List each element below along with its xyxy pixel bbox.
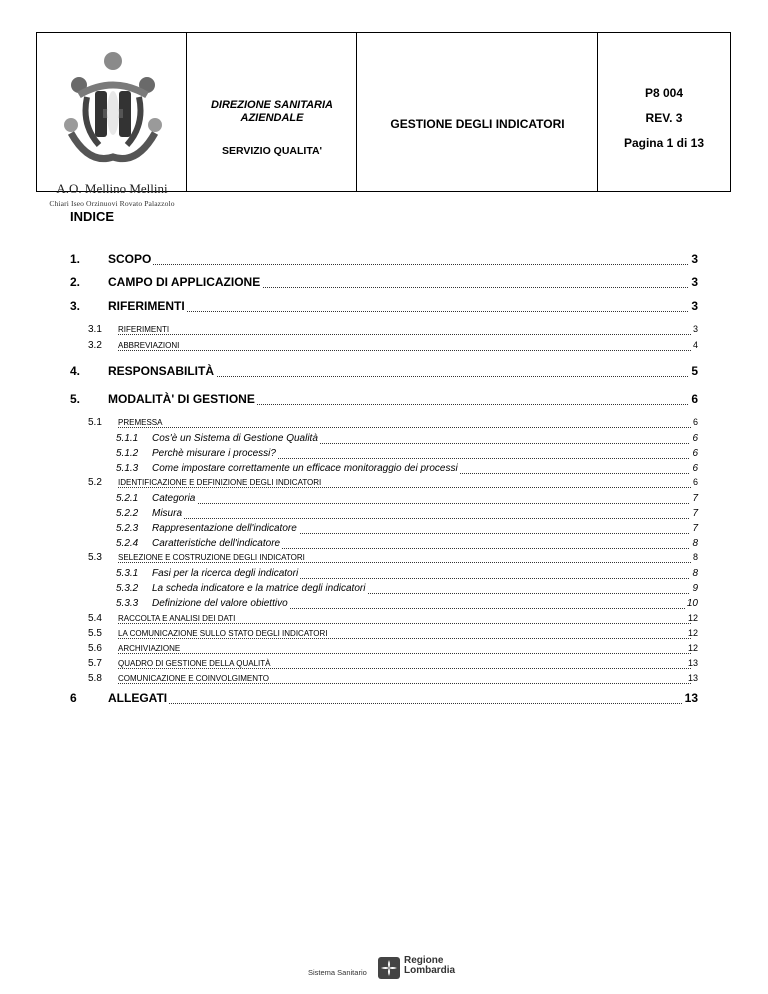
toc-leader-dots xyxy=(118,350,691,351)
toc-entry[interactable] xyxy=(0,478,768,492)
toc-leader-dots xyxy=(152,503,691,504)
toc-entry[interactable] xyxy=(0,508,768,522)
toc-entry[interactable] xyxy=(0,598,768,612)
toc-entry-number: 5.1.1 xyxy=(116,433,139,444)
title-cell xyxy=(357,33,598,191)
toc-entry[interactable] xyxy=(0,392,768,406)
toc-entry-number: 5.3 xyxy=(88,552,102,563)
toc-entry-title: QUADRO DI GESTIONE DELLA QUALITÀ xyxy=(118,659,271,668)
toc-entry-number: 5.3.1 xyxy=(116,568,139,579)
document-header xyxy=(36,32,731,208)
toc-leader-dots xyxy=(118,427,691,428)
toc-entry-title: RACCOLTA E ANALISI DEI DATI xyxy=(118,614,236,623)
toc-entry-number: 5.1.3 xyxy=(116,463,139,474)
toc-entry-page: 4 xyxy=(692,340,698,350)
toc-entry-page: 13 xyxy=(684,691,698,705)
toc-leader-dots xyxy=(118,668,691,669)
toc-entry-page: 6 xyxy=(692,448,698,459)
toc-leader-dots xyxy=(118,334,691,335)
hospital-logo-icon xyxy=(59,45,167,175)
toc-entry-title: Come impostare correttamente un efficace monitoraggio dei processi xyxy=(152,463,458,474)
toc-entry[interactable] xyxy=(0,463,768,477)
toc-entry-title: RESPONSABILITÀ xyxy=(108,364,215,378)
toc-entry-title: Definizione del valore obiettivo xyxy=(152,598,288,609)
toc-entry-page: 7 xyxy=(692,523,698,534)
revision-label: REV. 3 xyxy=(645,111,683,125)
toc-entry[interactable] xyxy=(0,629,768,643)
footer-region-line-2: Lombardia xyxy=(404,965,456,976)
service-label: SERVIZIO QUALITA' xyxy=(221,145,323,157)
toc-entry-page: 13 xyxy=(687,658,698,668)
toc-entry[interactable] xyxy=(0,418,768,432)
toc-entry-page: 13 xyxy=(687,673,698,683)
toc-entry-number: 3. xyxy=(70,299,81,313)
toc-entry[interactable] xyxy=(0,433,768,447)
toc-entry-page: 6 xyxy=(692,433,698,444)
toc-entry-page: 12 xyxy=(687,628,698,638)
toc-entry-title: CAMPO DI APPLICAZIONE xyxy=(108,275,261,289)
toc-entry[interactable] xyxy=(0,691,768,705)
toc-leader-dots xyxy=(152,518,691,519)
toc-entry-page: 6 xyxy=(692,477,698,487)
toc-entry-page: 6 xyxy=(692,463,698,474)
toc-entry[interactable] xyxy=(0,325,768,339)
toc-entry-title: Rappresentazione dell'indicatore xyxy=(152,523,297,534)
toc-entry-number: 5.3.3 xyxy=(116,598,139,609)
region-logo-icon xyxy=(378,957,400,979)
logo-cell xyxy=(37,33,187,208)
toc-entry-title: MODALITÀ' DI GESTIONE xyxy=(108,392,255,406)
toc-leader-dots xyxy=(118,487,691,488)
toc-entry-title: Cos'è un Sistema di Gestione Qualità xyxy=(152,433,318,444)
toc-leader-dots xyxy=(118,562,691,563)
toc-entry-page: 3 xyxy=(691,275,698,289)
toc-entry-title: Perchè misurare i processi? xyxy=(152,448,276,459)
toc-entry-number: 5.1 xyxy=(88,417,102,428)
toc-entry-page: 12 xyxy=(687,613,698,623)
toc-entry-number: 3.1 xyxy=(88,324,102,335)
toc-leader-dots xyxy=(108,311,690,312)
toc-entry-page: 5 xyxy=(691,364,698,378)
footer-region-line-1: Regione xyxy=(404,955,444,966)
toc-entry[interactable] xyxy=(0,674,768,688)
toc-entry[interactable] xyxy=(0,568,768,582)
revision-cell xyxy=(598,33,730,191)
toc-entry-page: 3 xyxy=(691,252,698,266)
toc-leader-dots xyxy=(118,653,691,654)
toc-entry[interactable] xyxy=(0,523,768,537)
toc-entry-number: 5.2.2 xyxy=(116,508,139,519)
toc-entry-number: 5.3.2 xyxy=(116,583,139,594)
toc-entry-title: SCOPO xyxy=(108,252,152,266)
toc-entry-number: 4. xyxy=(70,364,81,378)
direction-label: DIREZIONE SANITARIA AZIENDALE xyxy=(210,99,334,124)
toc-entry-number: 3.2 xyxy=(88,340,102,351)
toc-entry-number: 5.2.4 xyxy=(116,538,139,549)
toc-entry-page: 3 xyxy=(691,299,698,313)
toc-entry-title: RIFERIMENTI xyxy=(118,325,170,334)
toc-entry-title: PREMESSA xyxy=(118,418,163,427)
toc-entry-page: 9 xyxy=(692,583,698,594)
toc-entry-page: 8 xyxy=(692,552,698,562)
toc-leader-dots xyxy=(108,264,690,265)
toc-entry[interactable] xyxy=(0,448,768,462)
toc-entry-title: Categoria xyxy=(152,493,196,504)
toc-entry-page: 12 xyxy=(687,643,698,653)
toc-entry-title: ABBREVIAZIONI xyxy=(118,341,180,350)
toc-entry-number: 5.6 xyxy=(88,643,102,654)
toc-entry-number: 6 xyxy=(70,691,77,705)
footer-region xyxy=(404,956,455,976)
toc-entry-title: SELEZIONE E COSTRUZIONE DEGLI INDICATORI xyxy=(118,553,305,562)
toc-entry-number: 5.7 xyxy=(88,658,102,669)
toc-entry-number: 5.1.2 xyxy=(116,448,139,459)
toc-entry-title: ARCHIVIAZIONE xyxy=(118,644,181,653)
toc-entry[interactable] xyxy=(0,364,768,378)
toc-entry-number: 5.2.3 xyxy=(116,523,139,534)
toc-entry-title: LA COMUNICAZIONE SULLO STATO DEGLI INDICATORI xyxy=(118,629,328,638)
toc-entry[interactable] xyxy=(0,299,768,313)
toc-entry-title: RIFERIMENTI xyxy=(108,299,185,313)
toc-entry[interactable] xyxy=(0,553,768,567)
toc-entry-page: 6 xyxy=(691,392,698,406)
toc-entry-page: 8 xyxy=(692,568,698,579)
footer-system-label: Sistema Sanitario xyxy=(308,968,367,977)
toc-entry[interactable] xyxy=(0,583,768,597)
toc-entry-title: Caratteristiche dell'indicatore xyxy=(152,538,281,549)
toc-entry-number: 2. xyxy=(70,275,81,289)
toc-entry[interactable] xyxy=(0,538,768,552)
logo-subtitle: Chiari Iseo Orzinuovi Rovato Palazzolo xyxy=(49,199,175,208)
toc-entry-title: La scheda indicatore e la matrice degli indicatori xyxy=(152,583,366,594)
toc-entry-number: 5.2 xyxy=(88,477,102,488)
toc-leader-dots xyxy=(118,638,691,639)
toc-leader-dots xyxy=(118,683,691,684)
direction-cell xyxy=(187,33,357,191)
toc-entry-title: IDENTIFICAZIONE E DEFINIZIONE DEGLI INDICATORI xyxy=(118,478,322,487)
document-title: GESTIONE DEGLI INDICATORI xyxy=(390,117,565,131)
toc-entry-title: Fasi per la ricerca degli indicatori xyxy=(152,568,299,579)
toc-entry[interactable] xyxy=(0,275,768,289)
toc-entry-title: Misura xyxy=(152,508,183,519)
toc-entry[interactable] xyxy=(0,493,768,507)
toc-entry-page: 6 xyxy=(692,417,698,427)
toc-entry-number: 5.2.1 xyxy=(116,493,139,504)
toc-entry-page: 7 xyxy=(692,493,698,504)
toc-entry-page: 3 xyxy=(692,324,698,334)
index-title: INDICE xyxy=(70,209,115,224)
toc-entry-title: COMUNICAZIONE E COINVOLGIMENTO xyxy=(118,674,269,683)
toc-entry[interactable] xyxy=(0,614,768,628)
document-code: P8 004 xyxy=(644,86,684,100)
toc-entry-number: 1. xyxy=(70,252,81,266)
toc-entry-page: 8 xyxy=(692,538,698,549)
toc-leader-dots xyxy=(108,703,690,704)
toc-entry-number: 5. xyxy=(70,392,81,406)
toc-entry[interactable] xyxy=(0,252,768,266)
page-number: Pagina 1 di 13 xyxy=(623,136,705,150)
toc-leader-dots xyxy=(118,623,691,624)
toc-entry-page: 10 xyxy=(686,598,698,609)
toc-entry-page: 7 xyxy=(692,508,698,519)
toc-entry-number: 5.8 xyxy=(88,673,102,684)
toc-entry-number: 5.5 xyxy=(88,628,102,639)
toc-entry-title: ALLEGATI xyxy=(108,691,168,705)
toc-entry[interactable] xyxy=(0,644,768,658)
toc-entry[interactable] xyxy=(0,659,768,673)
logo-name: A.O. Mellino Mellini xyxy=(56,181,168,196)
toc-entry[interactable] xyxy=(0,341,768,355)
toc-entry-number: 5.4 xyxy=(88,613,102,624)
